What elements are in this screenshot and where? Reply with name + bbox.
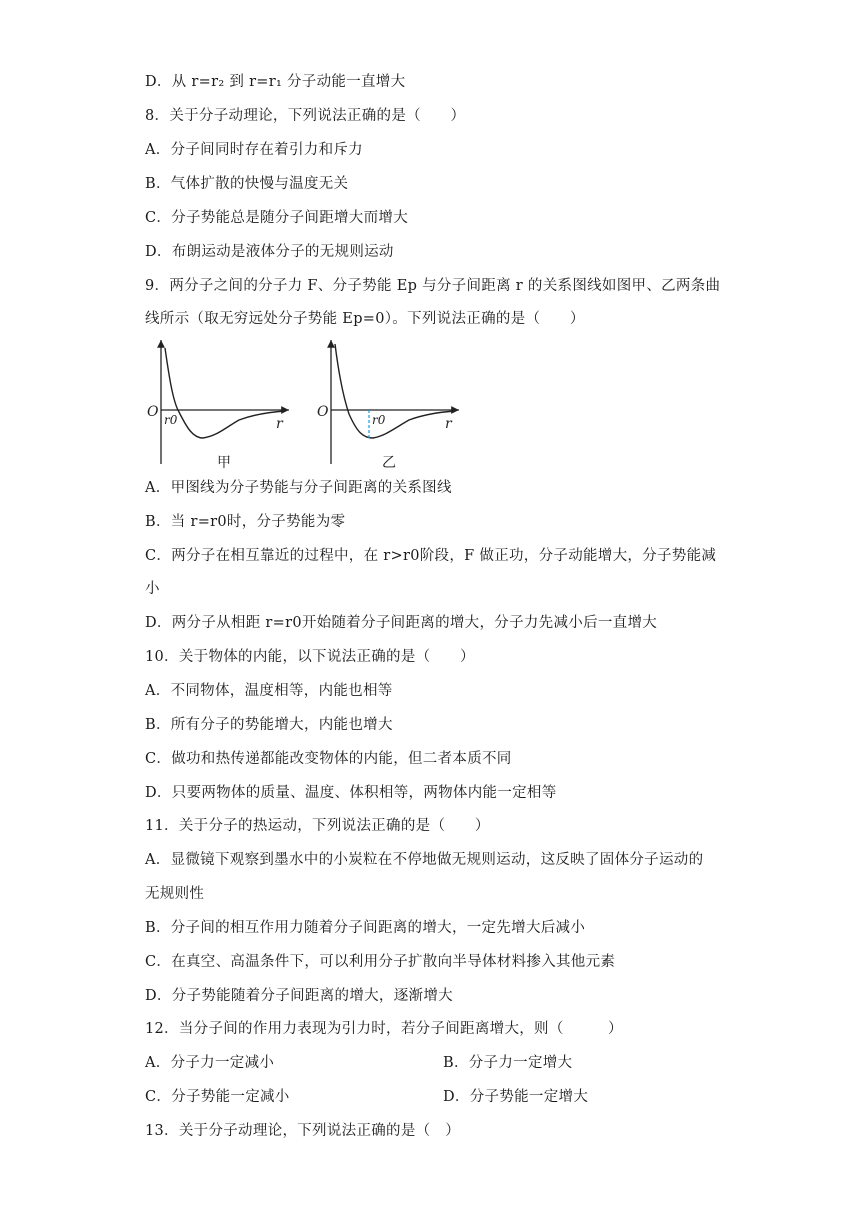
graph-jia [147, 340, 289, 464]
jia-origin-label: O [147, 404, 159, 420]
q8-option-c: C．分子势能总是随分子间距增大而增大 [145, 210, 408, 226]
caption-jia: 甲 [217, 455, 231, 471]
jia-curve [165, 348, 285, 438]
q11-option-d: D．分子势能随着分子间距离的增大，逐渐增大 [145, 988, 453, 1004]
q10-stem: 10．关于物体的内能，以下说法正确的是（ ） [145, 649, 475, 665]
q9-option-c-cont: 小 [145, 581, 160, 597]
q9-figure-svg [145, 336, 465, 472]
yi-r-label: r [445, 416, 452, 432]
q9-option-a: A．甲图线为分子势能与分子间距离的关系图线 [145, 480, 452, 496]
q8-stem: 8．关于分子动理论，下列说法正确的是（ ） [145, 108, 466, 124]
graph-yi [317, 340, 459, 464]
yi-r0-label: r0 [372, 413, 386, 427]
q12-option-c: C．分子势能一定减小 [145, 1089, 290, 1105]
q10-option-b: B．所有分子的势能增大，内能也增大 [145, 717, 393, 733]
q12-option-a: A．分子力一定减小 [145, 1055, 275, 1071]
q11-option-c: C．在真空、高温条件下，可以利用分子扩散向半导体材料掺入其他元素 [145, 954, 616, 970]
jia-r0-label: r0 [164, 413, 178, 427]
q12-stem: 12．当分子间的作用力表现为引力时，若分子间距离增大，则（ ） [145, 1021, 623, 1037]
q11-option-a-cont: 无规则性 [145, 886, 205, 902]
q11-stem: 11．关于分子的热运动，下列说法正确的是（ ） [145, 818, 490, 834]
q12-option-d: D．分子势能一定增大 [443, 1089, 589, 1105]
yi-curve [335, 344, 455, 438]
q13-stem: 13．关于分子动理论，下列说法正确的是（ ） [145, 1123, 461, 1139]
q9-option-d: D．两分子从相距 r=r0开始随着分子间距离的增大，分子力先减小后一直增大 [145, 615, 658, 631]
caption-yi: 乙 [382, 455, 396, 471]
q10-option-d: D．只要两物体的质量、温度、体积相等，两物体内能一定相等 [145, 785, 557, 801]
q10-option-c: C．做功和热传递都能改变物体的内能，但二者本质不同 [145, 751, 512, 767]
q7-option-d: D．从 r=r₂ 到 r=r₁ 分子动能一直增大 [145, 74, 406, 90]
q9-option-b: B．当 r=r0时，分子势能为零 [145, 514, 346, 530]
q9-stem-line2: 线所示（取无穷远处分子势能 Ep=0）。下列说法正确的是（ ） [145, 311, 585, 327]
q8-option-d: D．布朗运动是液体分子的无规则运动 [145, 244, 394, 260]
q9-option-c: C．两分子在相互靠近的过程中，在 r>r0阶段，F 做正功，分子动能增大，分子势能减 [145, 548, 717, 564]
q9-stem-line1: 9．两分子之间的分子力 F、分子势能 Ep 与分子间距离 r 的关系图线如图甲、乙两条曲 [145, 278, 721, 294]
q11-option-b: B．分子间的相互作用力随着分子间距离的增大，一定先增大后减小 [145, 920, 586, 936]
q9-figure [145, 336, 465, 472]
jia-r-label: r [276, 416, 283, 432]
q10-option-a: A．不同物体，温度相等，内能也相等 [145, 683, 393, 699]
q12-option-b: B．分子力一定增大 [443, 1055, 573, 1071]
q8-option-b: B．气体扩散的快慢与温度无关 [145, 176, 349, 192]
yi-origin-label: O [317, 404, 329, 420]
q11-option-a: A．显微镜下观察到墨水中的小炭粒在不停地做无规则运动，这反映了固体分子运动的 [145, 852, 704, 868]
q8-option-a: A．分子间同时存在着引力和斥力 [145, 142, 363, 158]
